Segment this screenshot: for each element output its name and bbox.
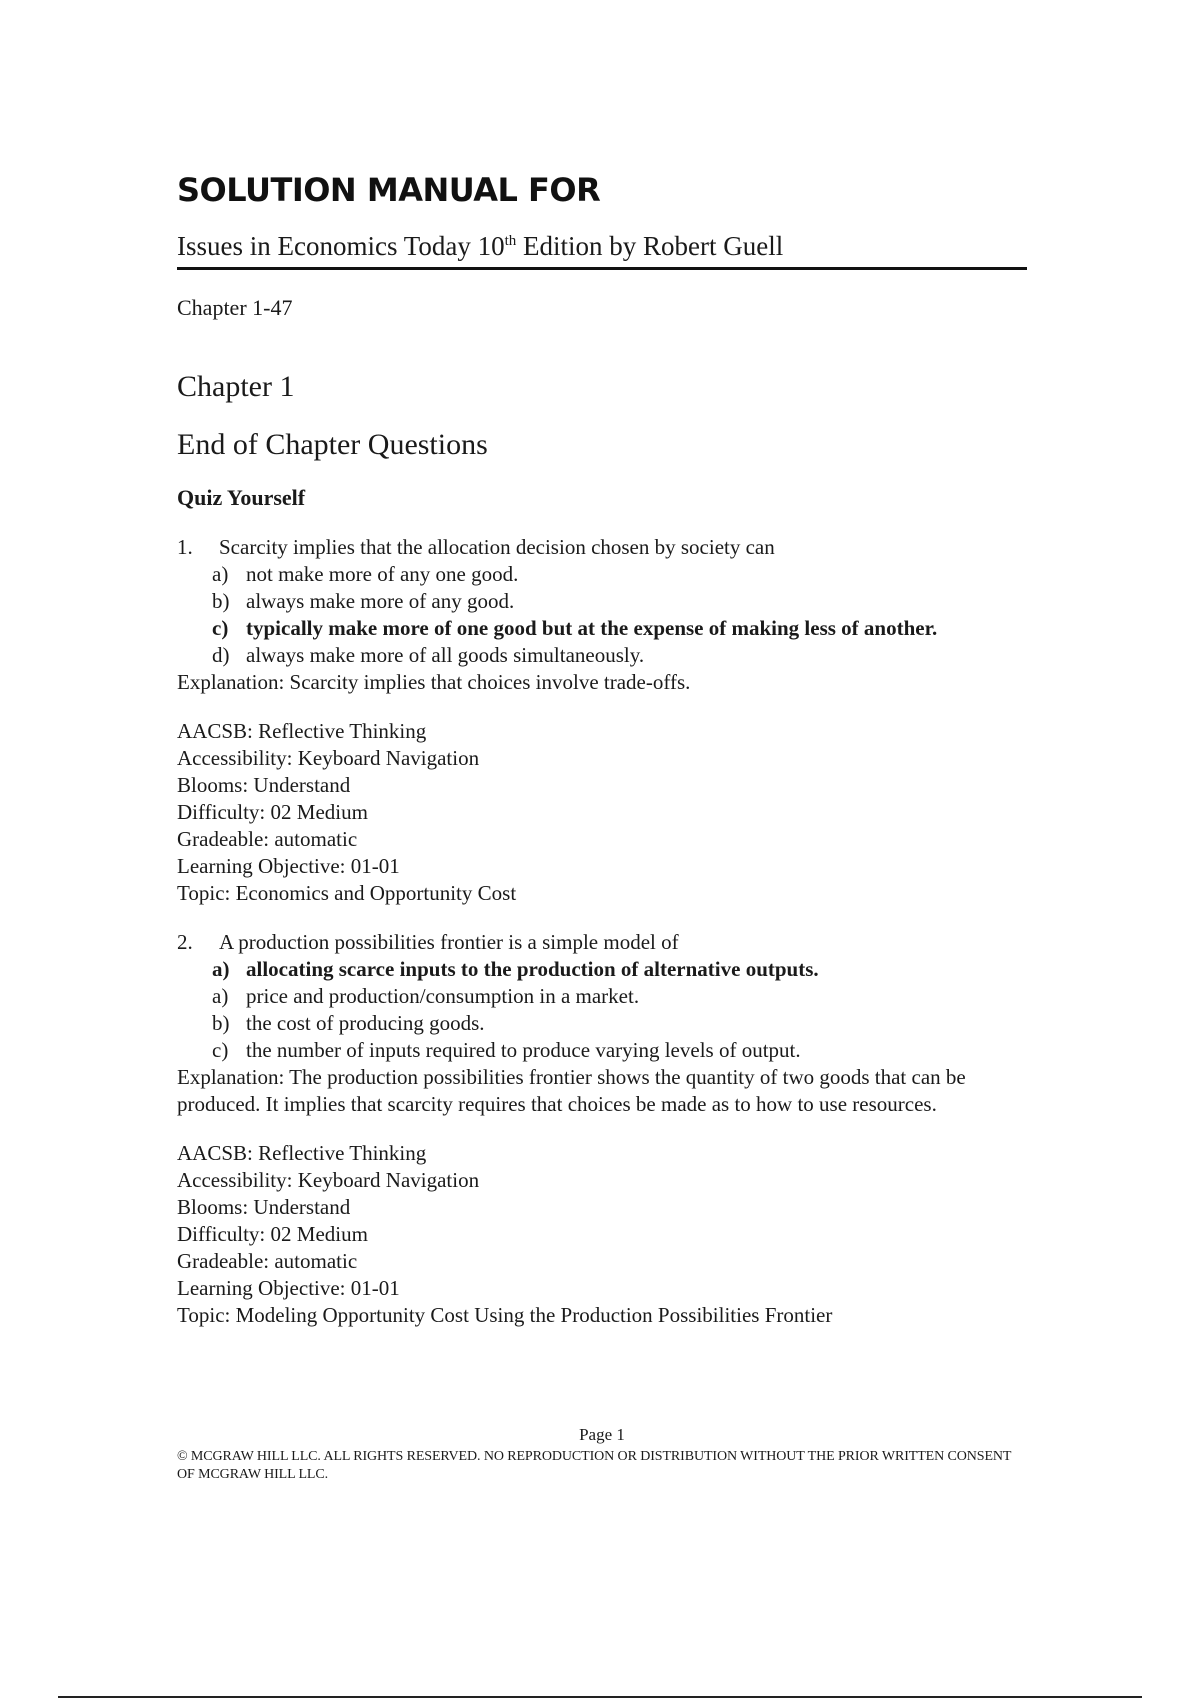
subtitle-text-end: Edition by Robert Guell: [516, 231, 784, 261]
answer-option: [177, 1010, 1027, 1037]
answer-option: [177, 561, 1027, 588]
page-number: Page 1: [579, 1425, 625, 1444]
option-text: always make more of any good.: [246, 589, 515, 613]
answer-option: [177, 642, 1027, 669]
answer-option: [177, 1037, 1027, 1064]
option-text: allocating scarce inputs to the production of alternative outputs.: [246, 957, 819, 981]
meta-aacsb: AACSB: Reflective Thinking: [177, 719, 427, 743]
option-text: always make more of all goods simultaneously.: [246, 643, 645, 667]
question-stem: [177, 929, 1027, 956]
question-2: [177, 929, 1027, 1118]
meta-aacsb: AACSB: Reflective Thinking: [177, 1141, 427, 1165]
copyright-notice: © MCGRAW HILL LLC. ALL RIGHTS RESERVED. NO REPRODUCTION OR DISTRIBUTION WITHOUT THE PRIOR WRITTEN CONSENT OF MCGRAW HILL LLC.: [177, 1449, 1012, 1482]
option-letter: b): [212, 589, 230, 613]
option-text: typically make more of one good but at the expense of making less of another.: [246, 616, 938, 640]
question-text: A production possibilities frontier is a simple model of: [219, 930, 679, 954]
correct-answer-option: [177, 956, 1027, 983]
book-subtitle: [177, 224, 1027, 270]
option-letter: a): [212, 984, 229, 1008]
meta-learning-objective: Learning Objective: 01-01: [177, 854, 400, 878]
page-footer: [177, 1424, 1027, 1484]
question-metadata: [177, 1140, 1027, 1329]
meta-accessibility: Accessibility: Keyboard Navigation: [177, 746, 480, 770]
question-number: 1.: [177, 535, 193, 559]
answer-option: [177, 983, 1027, 1010]
meta-learning-objective: Learning Objective: 01-01: [177, 1276, 400, 1300]
question-metadata: [177, 718, 1027, 907]
option-letter: c): [212, 1038, 229, 1062]
document-title: SOLUTION MANUAL FOR: [177, 171, 601, 209]
question-text: Scarcity implies that the allocation decision chosen by society can: [219, 535, 775, 559]
meta-blooms: Blooms: Understand: [177, 1195, 351, 1219]
chapter-heading: Chapter 1: [177, 370, 295, 403]
question-1: [177, 534, 1027, 696]
explanation: Explanation: Scarcity implies that choices involve trade-offs.: [177, 670, 691, 694]
meta-topic: Topic: Economics and Opportunity Cost: [177, 881, 517, 905]
meta-accessibility: Accessibility: Keyboard Navigation: [177, 1168, 480, 1192]
meta-topic: Topic: Modeling Opportunity Cost Using the Production Possibilities Frontier: [177, 1303, 833, 1327]
option-letter: b): [212, 1011, 230, 1035]
explanation: Explanation: The production possibilities frontier shows the quantity of two goods that can be produced. It implies that scarcity requires that choices be made as to how to use resources.: [177, 1065, 966, 1116]
page-content: [177, 170, 1027, 1329]
chapter-range: Chapter 1-47: [177, 295, 293, 320]
meta-gradeable: Gradeable: automatic: [177, 1249, 358, 1273]
option-letter: d): [212, 643, 230, 667]
meta-difficulty: Difficulty: 02 Medium: [177, 1222, 368, 1246]
meta-gradeable: Gradeable: automatic: [177, 827, 358, 851]
correct-answer-option: [177, 615, 1027, 642]
bottom-divider: [58, 1696, 1142, 1698]
option-text: the number of inputs required to produce varying levels of output.: [246, 1038, 801, 1062]
option-letter: c): [212, 616, 229, 640]
option-text: not make more of any one good.: [246, 562, 519, 586]
option-text: price and production/consumption in a market.: [246, 984, 640, 1008]
section-heading: End of Chapter Questions: [177, 428, 488, 461]
option-letter: a): [212, 562, 229, 586]
answer-option: [177, 588, 1027, 615]
option-text: the cost of producing goods.: [246, 1011, 485, 1035]
question-number: 2.: [177, 930, 193, 954]
quiz-heading: Quiz Yourself: [177, 485, 306, 510]
option-letter: a): [212, 957, 230, 981]
meta-difficulty: Difficulty: 02 Medium: [177, 800, 368, 824]
question-stem: [177, 534, 1027, 561]
subtitle-text: Issues in Economics Today 10: [177, 231, 505, 261]
subtitle-superscript: th: [504, 233, 517, 249]
meta-blooms: Blooms: Understand: [177, 773, 351, 797]
